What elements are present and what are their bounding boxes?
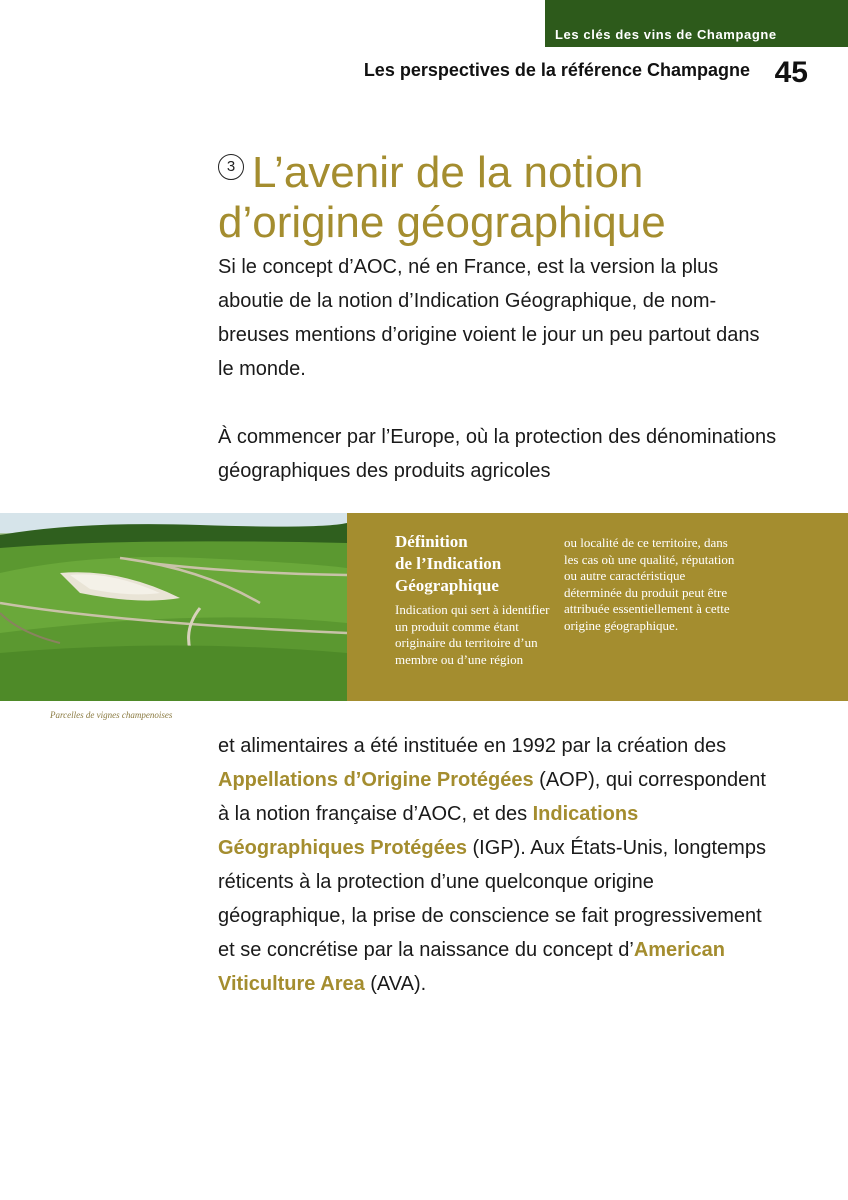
title-line-2: d’origine géographique <box>218 198 666 247</box>
definition-text-column-1: Indication qui sert à identifier un produit comme étant originaire du territoire d’un membre ou d’une région <box>395 602 550 667</box>
para3-text-2: (AOP), qui correspondent à la notion française d’AOC, et des <box>218 769 766 825</box>
para3-text-4: (AVA). <box>364 973 427 995</box>
page-number: 45 <box>774 56 808 89</box>
definition-text-column-2: ou localité de ce territoire, dans les cas où une qualité, réputation ou autre caractéristique déterminée du produit peut être attribuée essentiellement à cette origine géographique. <box>564 535 735 633</box>
header-band-text: Les clés des vins de Champagne <box>555 27 777 42</box>
igp-highlight: Indications Géographiques Protégées <box>218 803 639 859</box>
title-line-1: L’avenir de la notion <box>252 148 644 197</box>
para3-text-3: (IGP). Aux États-Unis, longtemps réticents à la protection d’une quelconque origine géographique, la prise de conscience se fait progressivement et se concrétise par la naissance du concept d’ <box>218 837 766 961</box>
intro-paragraph: Si le concept d’AOC, né en France, est la version la plus aboutie de la notion d’Indication Géographique, de nombreuses mentions d’origine voient le jour un peu partout dans le monde. <box>218 256 760 380</box>
aop-highlight: Appellations d’Origine Protégées <box>218 769 534 791</box>
vineyard-illustration <box>0 513 347 701</box>
header-band <box>545 0 848 47</box>
definition-title <box>395 531 555 597</box>
section-heading: Les perspectives de la référence Champagne <box>363 60 750 80</box>
definition-title-line-1: Définition <box>395 532 468 551</box>
definition-box <box>347 513 848 701</box>
chapter-title <box>218 148 778 248</box>
ava-highlight: American Viticulture Area <box>218 939 725 995</box>
vineyard-photo <box>0 513 347 701</box>
aop-igp-paragraph <box>218 729 778 1001</box>
photo-caption: Parcelles de vignes champenoises <box>50 710 173 720</box>
chapter-number-badge: 3 <box>218 154 244 180</box>
definition-title-line-2: de l’Indication <box>395 554 502 573</box>
definition-title-line-3: Géographique <box>395 576 499 595</box>
para3-text-1: et alimentaires a été instituée en 1992 par la création des <box>218 735 727 757</box>
europe-paragraph: À commencer par l’Europe, où la protection des dénominations géographiques des produits agricoles <box>218 426 777 482</box>
